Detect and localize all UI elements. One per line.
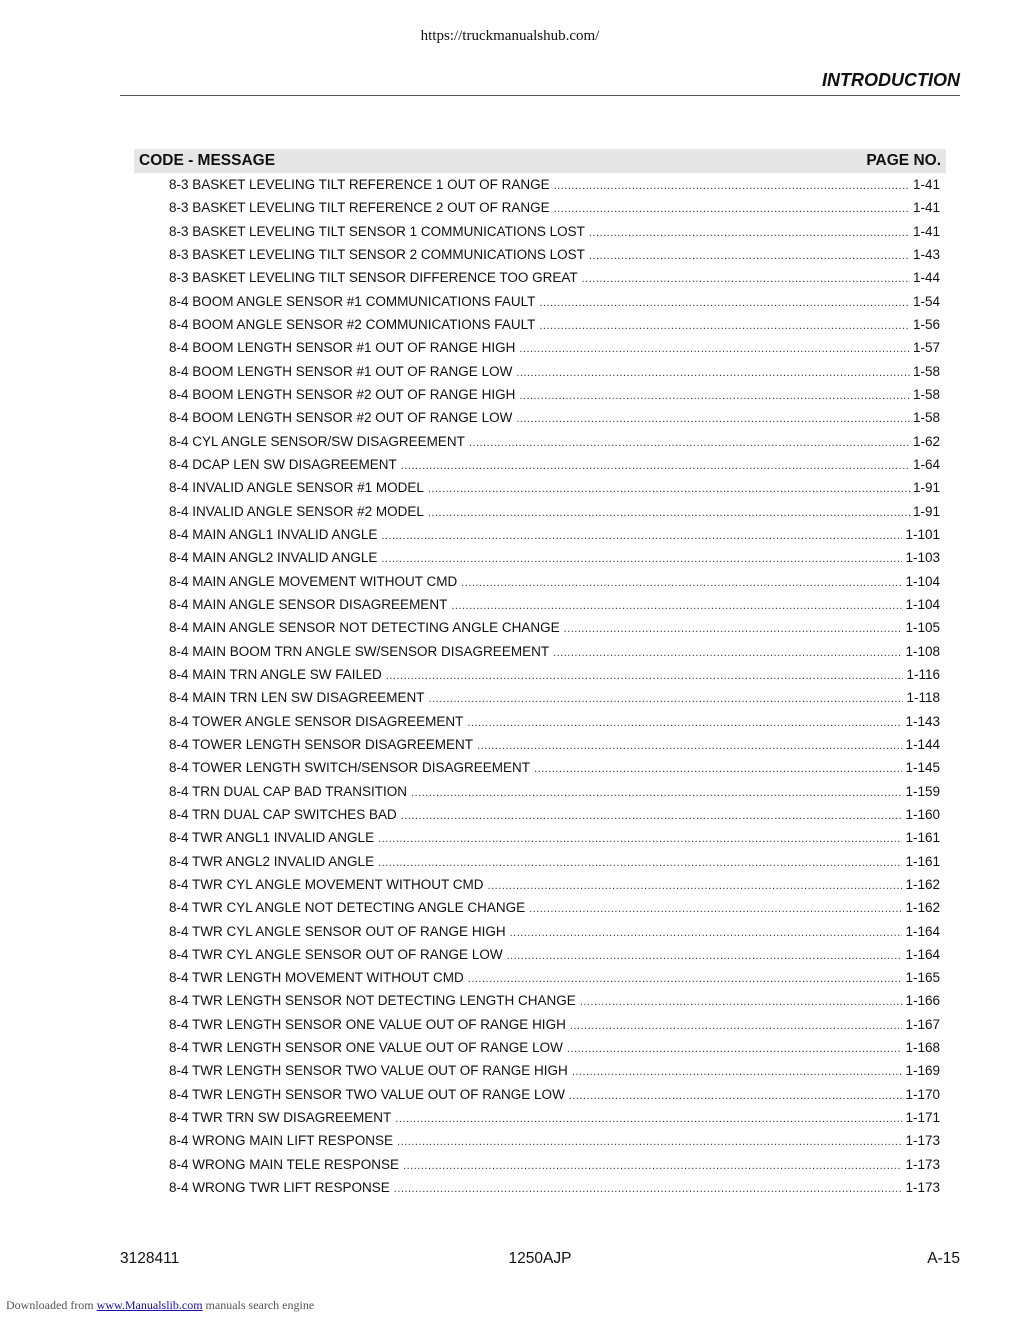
- dot-leader: [510, 922, 903, 943]
- page-reference: 1-104: [905, 573, 940, 589]
- dot-leader: [469, 432, 910, 453]
- fault-message: 8-4 TWR TRN SW DISAGREEMENT: [169, 1110, 392, 1126]
- dot-leader: [395, 1108, 902, 1129]
- page-reference: 1-101: [905, 526, 940, 542]
- dot-leader: [488, 875, 903, 896]
- table-row: [169, 1176, 940, 1199]
- dot-leader: [534, 758, 902, 779]
- fault-message: 8-4 TOWER ANGLE SENSOR DISAGREEMENT: [169, 713, 464, 729]
- dot-leader: [589, 245, 910, 266]
- fault-message: 8-4 TRN DUAL CAP BAD TRANSITION: [169, 783, 408, 799]
- fault-message: 8-4 TOWER LENGTH SWITCH/SENSOR DISAGREEMENT: [169, 760, 531, 776]
- fault-message: 8-3 BASKET LEVELING TILT SENSOR 2 COMMUNICATIONS LOST: [169, 246, 585, 262]
- dot-leader: [516, 408, 910, 429]
- table-row: [169, 220, 940, 243]
- page-reference: 1-62: [912, 433, 940, 449]
- table-row: [169, 243, 940, 266]
- dot-leader: [580, 991, 903, 1012]
- footer-page-number: A-15: [927, 1250, 960, 1267]
- table-row: [169, 896, 940, 919]
- fault-message: 8-4 TWR CYL ANGLE MOVEMENT WITHOUT CMD: [169, 876, 484, 892]
- dot-leader: [386, 665, 904, 686]
- page-reference: 1-54: [912, 293, 940, 309]
- dot-leader: [411, 782, 902, 803]
- page-reference: 1-159: [905, 783, 940, 799]
- page-reference: 1-160: [905, 806, 940, 822]
- table-row: [169, 966, 940, 989]
- fault-message: 8-4 WRONG TWR LIFT RESPONSE: [169, 1180, 390, 1196]
- table-row: [169, 663, 940, 686]
- fault-message: 8-4 TWR LENGTH SENSOR TWO VALUE OUT OF RANGE HIGH: [169, 1063, 568, 1079]
- fault-message: 8-4 TWR CYL ANGLE NOT DETECTING ANGLE CHANGE: [169, 900, 526, 916]
- dot-leader: [468, 968, 903, 989]
- page-reference: 1-56: [912, 316, 940, 332]
- table-row: [169, 173, 940, 196]
- table-row: [169, 710, 940, 733]
- table-row: [169, 989, 940, 1012]
- table-row: [169, 1106, 940, 1129]
- fault-message: 8-3 BASKET LEVELING TILT SENSOR 1 COMMUNICATIONS LOST: [169, 223, 585, 239]
- fault-message: 8-4 MAIN ANGL2 INVALID ANGLE: [169, 550, 378, 566]
- dot-leader: [401, 805, 903, 826]
- dot-leader: [554, 175, 910, 196]
- page-reference: 1-162: [905, 900, 940, 916]
- page-reference: 1-165: [905, 970, 940, 986]
- fault-message: 8-4 BOOM ANGLE SENSOR #1 COMMUNICATIONS FAULT: [169, 293, 536, 309]
- dot-leader: [539, 315, 910, 336]
- dot-leader: [589, 222, 910, 243]
- fault-message: 8-4 TRN DUAL CAP SWITCHES BAD: [169, 806, 397, 822]
- fault-message: 8-4 TWR LENGTH SENSOR ONE VALUE OUT OF RANGE LOW: [169, 1040, 563, 1056]
- page-reference: 1-170: [905, 1086, 940, 1102]
- dot-leader: [572, 1061, 903, 1082]
- manualslib-link[interactable]: www.Manualslib.com: [96, 1298, 203, 1312]
- table-row: [169, 780, 940, 803]
- page-reference: 1-173: [905, 1133, 940, 1149]
- dot-leader: [567, 1038, 903, 1059]
- dot-leader: [519, 338, 910, 359]
- table-row: [169, 1059, 940, 1082]
- fault-message: 8-4 TWR LENGTH SENSOR TWO VALUE OUT OF RANGE LOW: [169, 1086, 565, 1102]
- fault-message: 8-4 INVALID ANGLE SENSOR #2 MODEL: [169, 503, 424, 519]
- page-reference: 1-144: [905, 736, 940, 752]
- page-reference: 1-91: [912, 480, 940, 496]
- download-note-suffix: manuals search engine: [205, 1298, 315, 1312]
- fault-message: 8-4 CYL ANGLE SENSOR/SW DISAGREEMENT: [169, 433, 465, 449]
- dot-leader: [381, 548, 902, 569]
- table-row: [169, 943, 940, 966]
- table-row: [169, 500, 940, 523]
- dot-leader: [451, 595, 902, 616]
- dot-leader: [539, 292, 910, 313]
- dot-leader: [428, 478, 910, 499]
- fault-message: 8-4 MAIN TRN LEN SW DISAGREEMENT: [169, 690, 425, 706]
- table-row: [169, 360, 940, 383]
- page-reference: 1-43: [912, 246, 940, 262]
- dot-leader: [582, 268, 910, 289]
- page-reference: 1-162: [905, 876, 940, 892]
- dot-leader: [569, 1085, 903, 1106]
- page-reference: 1-41: [912, 177, 940, 192]
- table-row: [169, 1153, 940, 1176]
- fault-message: 8-4 INVALID ANGLE SENSOR #1 MODEL: [169, 480, 424, 496]
- table-row: [169, 336, 940, 359]
- dot-leader: [553, 642, 902, 663]
- table-row: [169, 686, 940, 709]
- fault-message: 8-4 BOOM LENGTH SENSOR #1 OUT OF RANGE HIGH: [169, 340, 516, 356]
- page-reference: 1-161: [905, 853, 940, 869]
- table-row: [169, 476, 940, 499]
- dot-leader: [381, 525, 902, 546]
- page-reference: 1-116: [906, 666, 940, 682]
- table-row: [169, 826, 940, 849]
- dot-leader: [378, 852, 902, 873]
- fault-message: 8-4 TWR CYL ANGLE SENSOR OUT OF RANGE HIGH: [169, 923, 506, 939]
- table-row: [169, 850, 940, 873]
- dot-leader: [397, 1131, 902, 1152]
- fault-message: 8-4 TWR ANGL2 INVALID ANGLE: [169, 853, 375, 869]
- page-reference: 1-58: [912, 386, 940, 402]
- fault-message: 8-3 BASKET LEVELING TILT REFERENCE 1 OUT OF RANGE: [169, 177, 550, 192]
- fault-message: 8-4 BOOM ANGLE SENSOR #2 COMMUNICATIONS FAULT: [169, 316, 536, 332]
- page-reference: 1-173: [905, 1180, 940, 1196]
- table-row: [169, 266, 940, 289]
- page-reference: 1-41: [912, 200, 940, 216]
- page-reference: 1-166: [905, 993, 940, 1009]
- dot-leader: [401, 455, 910, 476]
- page-reference: 1-167: [905, 1016, 940, 1032]
- fault-message: 8-3 BASKET LEVELING TILT SENSOR DIFFERENCE TOO GREAT: [169, 270, 578, 286]
- table-row: [169, 1036, 940, 1059]
- page-reference: 1-173: [905, 1156, 940, 1172]
- page-reference: 1-161: [905, 830, 940, 846]
- page-reference: 1-145: [905, 760, 940, 776]
- table-row: [169, 570, 940, 593]
- table-row: [169, 406, 940, 429]
- fault-code-list: [169, 173, 940, 1199]
- dot-leader: [461, 572, 902, 593]
- fault-message: 8-4 BOOM LENGTH SENSOR #2 OUT OF RANGE HIGH: [169, 386, 516, 402]
- dot-leader: [570, 1015, 903, 1036]
- dot-leader: [554, 198, 910, 219]
- column-header-code-message: CODE - MESSAGE: [139, 152, 276, 169]
- fault-message: 8-4 TWR LENGTH SENSOR NOT DETECTING LENGTH CHANGE: [169, 993, 576, 1009]
- page-reference: 1-118: [906, 690, 940, 706]
- dot-leader: [507, 945, 903, 966]
- footer-doc-number: 3128411: [120, 1250, 180, 1267]
- page-reference: 1-41: [912, 223, 940, 239]
- fault-message: 8-3 BASKET LEVELING TILT REFERENCE 2 OUT OF RANGE: [169, 200, 550, 216]
- dot-leader: [564, 618, 903, 639]
- fault-message: 8-4 TWR LENGTH MOVEMENT WITHOUT CMD: [169, 970, 464, 986]
- table-row: [169, 546, 940, 569]
- page-reference: 1-105: [905, 620, 940, 636]
- dot-leader: [519, 385, 910, 406]
- table-row: [169, 1129, 940, 1152]
- dot-leader: [529, 898, 902, 919]
- download-note-prefix: Downloaded from: [6, 1298, 94, 1312]
- page-reference: 1-169: [905, 1063, 940, 1079]
- fault-message: 8-4 WRONG MAIN TELE RESPONSE: [169, 1156, 400, 1172]
- fault-message: 8-4 BOOM LENGTH SENSOR #2 OUT OF RANGE LOW: [169, 410, 513, 426]
- dot-leader: [516, 362, 910, 383]
- dot-leader: [378, 828, 902, 849]
- section-title: INTRODUCTION: [822, 70, 960, 90]
- dot-leader: [403, 1155, 902, 1176]
- page-reference: 1-108: [905, 643, 940, 659]
- fault-message: 8-4 DCAP LEN SW DISAGREEMENT: [169, 456, 397, 472]
- table-row: [169, 640, 940, 663]
- dot-leader: [477, 735, 902, 756]
- page-reference: 1-44: [912, 270, 940, 286]
- table-row: [169, 523, 940, 546]
- fault-message: 8-4 MAIN ANGLE SENSOR NOT DETECTING ANGLE CHANGE: [169, 620, 560, 636]
- fault-message: 8-4 BOOM LENGTH SENSOR #1 OUT OF RANGE LOW: [169, 363, 513, 379]
- table-row: [169, 1083, 940, 1106]
- fault-message: 8-4 TWR CYL ANGLE SENSOR OUT OF RANGE LOW: [169, 946, 503, 962]
- fault-message: 8-4 TWR LENGTH SENSOR ONE VALUE OUT OF RANGE HIGH: [169, 1016, 566, 1032]
- table-row: [169, 756, 940, 779]
- download-note: [6, 1298, 314, 1313]
- page-reference: 1-171: [905, 1110, 940, 1126]
- dot-leader: [428, 502, 910, 523]
- column-header-page-no: PAGE NO.: [866, 152, 941, 169]
- page-reference: 1-58: [912, 410, 940, 426]
- page-reference: 1-57: [912, 340, 940, 356]
- header-rule: [120, 95, 960, 96]
- fault-message: 8-4 MAIN ANGLE SENSOR DISAGREEMENT: [169, 596, 448, 612]
- fault-message: 8-4 MAIN ANGL1 INVALID ANGLE: [169, 526, 378, 542]
- page-reference: 1-164: [905, 923, 940, 939]
- table-row: [169, 453, 940, 476]
- table-row: [169, 803, 940, 826]
- dot-leader: [429, 688, 904, 709]
- fault-message: 8-4 TOWER LENGTH SENSOR DISAGREEMENT: [169, 736, 474, 752]
- footer-model: 1250AJP: [508, 1250, 572, 1267]
- table-row: [169, 733, 940, 756]
- table-row: [169, 196, 940, 219]
- table-row: [169, 873, 940, 896]
- table-row: [169, 290, 940, 313]
- table-row: [169, 593, 940, 616]
- fault-message: 8-4 MAIN TRN ANGLE SW FAILED: [169, 666, 382, 682]
- page-reference: 1-168: [905, 1040, 940, 1056]
- page-reference: 1-103: [905, 550, 940, 566]
- fault-message: 8-4 MAIN ANGLE MOVEMENT WITHOUT CMD: [169, 573, 458, 589]
- table-row: [169, 920, 940, 943]
- fault-message: 8-4 MAIN BOOM TRN ANGLE SW/SENSOR DISAGREEMENT: [169, 643, 550, 659]
- page-reference: 1-58: [912, 363, 940, 379]
- page-reference: 1-164: [905, 946, 940, 962]
- dot-leader: [394, 1178, 903, 1199]
- source-url: https://truckmanualshub.com/: [420, 28, 600, 44]
- table-row: [169, 313, 940, 336]
- table-row: [169, 383, 940, 406]
- table-header: [134, 149, 946, 173]
- dot-leader: [467, 712, 902, 733]
- fault-message: 8-4 WRONG MAIN LIFT RESPONSE: [169, 1133, 394, 1149]
- fault-message: 8-4 TWR ANGL1 INVALID ANGLE: [169, 830, 375, 846]
- table-row: [169, 616, 940, 639]
- table-row: [169, 430, 940, 453]
- page-reference: 1-91: [912, 503, 940, 519]
- page-reference: 1-104: [905, 596, 940, 612]
- page-reference: 1-64: [912, 456, 940, 472]
- table-row: [169, 1013, 940, 1036]
- page-reference: 1-143: [905, 713, 940, 729]
